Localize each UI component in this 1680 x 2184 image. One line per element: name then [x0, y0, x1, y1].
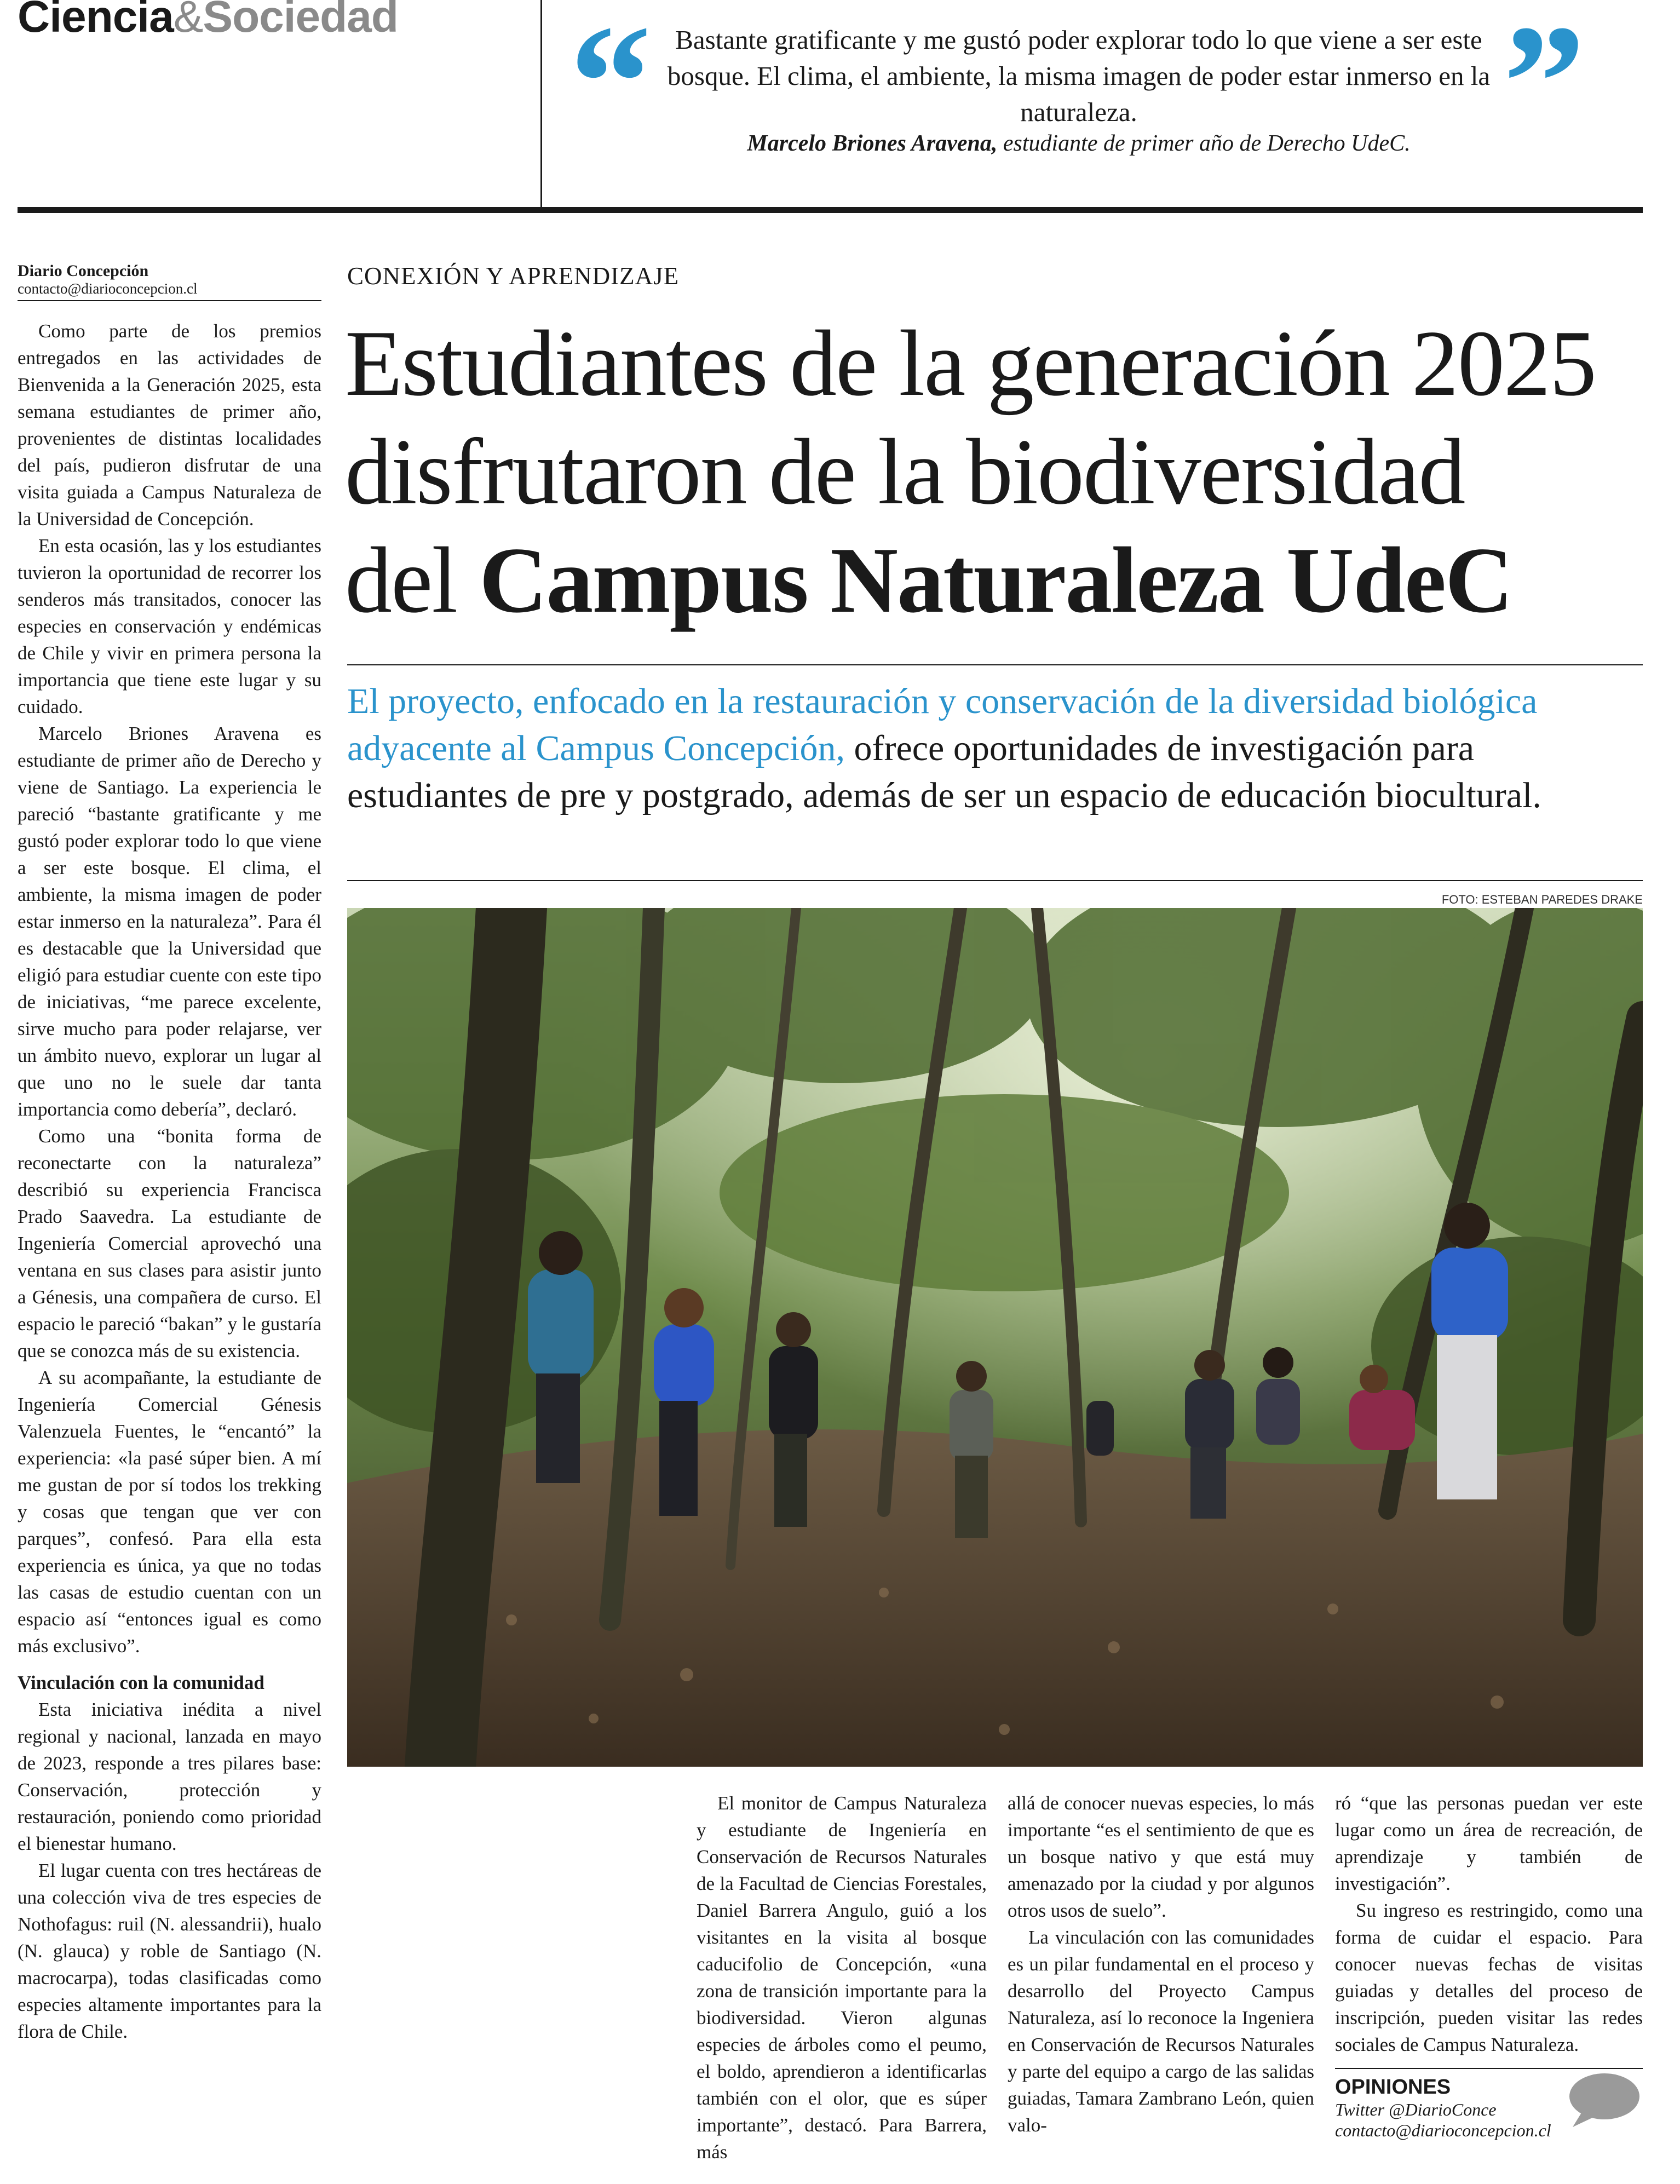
section-title-ampersand: &	[173, 0, 203, 42]
left-paragraph: Como parte de los premios entregados en las actividades de Bienvenida a la Generación 2025, esta semana estudiantes de primer año, provenientes de distintas localidades del país, pudieron disfrutar de una visita guiada a Campus Naturaleza de la Universidad de Concepción.	[18, 320, 321, 530]
left-paragraph: Marcelo Briones Aravena es estudiante de primer año de Derecho y viene de Santiago. La experiencia le pareció “bastante gratificante y me gustó poder explorar todo lo que viene a ser este bosque. El clima, el ambiente, la misma imagen de poder estar inmerso en la naturaleza”. Para él es destacable que la Universidad que eligió para estudiar cuente con este tipo de iniciativas, “me parece excelente, sirve mucho para poder relajarse, ver un ámbito nuevo, explorar un lugar al que uno no le suele dar tanta importancia como debería”, declaró.	[18, 723, 321, 1120]
headline-line-3-plain: del	[345, 528, 480, 633]
bottom-paragraph: allá de conocer nuevas especies, lo más importante “es el sentimiento de que es un bosque nativo y que está muy amenazado por la ciudad y por algunos otros usos de suelo”.	[1008, 1792, 1314, 1921]
forest-photo-image	[347, 908, 1643, 1767]
bottom-column-1	[697, 1790, 987, 2165]
speech-bubble-icon	[1565, 2070, 1642, 2130]
close-quote-icon: ”	[1503, 0, 1585, 173]
left-paragraph: En esta ocasión, las y los estudiantes tuvieron la oportunidad de recorrer los senderos más transitados, conocer las especies en conservación y endémicas de Chile y vivir en primera persona la importancia que tiene este lugar y su cuidado.	[18, 535, 321, 717]
section-title-sociedad: Sociedad	[203, 0, 398, 42]
opiniones-title: OPINIONES	[1335, 2076, 1451, 2099]
headline	[345, 309, 1648, 635]
byline-email[interactable]: contacto@diarioconcepcion.cl	[18, 280, 198, 297]
masthead-divider	[540, 0, 542, 207]
pull-quote-attribution	[663, 130, 1495, 157]
deck-highlight: El proyecto, enfocado en la restauración y conservación de la diversidad biológica adyacente al Campus Concepción,	[347, 681, 1538, 768]
bottom-paragraph: Su ingreso es restringido, como una forma de cuidar el espacio. Para conocer nuevas fechas de visitas guiadas y detalles del proceso de inscripción, pueden visitar las redes sociales de Campus Naturaleza.	[1335, 1900, 1643, 2055]
pull-quote-author: Marcelo Briones Aravena,	[747, 131, 998, 156]
opiniones-twitter[interactable]: Twitter @DiarioConce	[1335, 2100, 1497, 2119]
open-quote-icon: “	[569, 0, 652, 173]
byline-name: Diario Concepción	[18, 262, 149, 280]
headline-line-2: disfrutaron de la biodiversidad	[345, 420, 1465, 524]
headline-line-3	[345, 526, 1648, 635]
section-title-ciencia: Ciencia	[18, 0, 174, 42]
masthead-rule	[18, 207, 1643, 213]
forest-photo	[347, 908, 1643, 1767]
kicker: CONEXIÓN Y APRENDIZAJE	[347, 262, 680, 290]
left-paragraph: A su acompañante, la estudiante de Ingeniería Comercial Génesis Valenzuela Fuentes, le “encantó” la experiencia: «la pasé súper bien. A mí me gustan de por sí todos los trekking y cosas que tengan que ver con parques”, confesó. Para ella esta experiencia es única, ya que no todas las casas de estudio cuentan con un espacio así “entonces igual es como más exclusivo”.	[18, 1367, 321, 1657]
headline-line-3-bold: Campus Naturaleza UdeC	[479, 528, 1512, 633]
pull-quote-text: Bastante gratificante y me gustó poder explorar todo lo que viene a ser este bosque. El clima, el ambiente, la misma imagen de poder estar inmerso en la naturaleza.	[667, 25, 1491, 127]
pull-quote-role: estudiante de primer año de Derecho UdeC.	[997, 131, 1411, 156]
bottom-paragraph: ró “que las personas puedan ver este lugar como un área de recreación, de aprendizaje y también de investigación”.	[1335, 1792, 1643, 1894]
bottom-paragraph: El monitor de Campus Naturaleza y estudiante de Ingeniería en Conservación de Recursos Naturales de la Facultad de Ciencias Forestales, Daniel Barrera Angulo, guió a los visitantes en la visita al bosque caducifolio de Concepción, «una zona de transición importante para la biodiversidad. Vieron algunas especies de árboles como el peumo, el boldo, aprendieron a identificarlas también con el olor, que es súper importante”, destacó. Para Barrera, más	[697, 1792, 987, 2163]
deck-bottom-rule	[347, 880, 1643, 881]
byline-rule	[18, 300, 321, 301]
photo-credit: FOTO: ESTEBAN PAREDES DRAKE	[1441, 893, 1643, 906]
opiniones-rule	[1335, 2068, 1643, 2069]
deck-top-rule	[347, 664, 1643, 665]
left-paragraph: Esta iniciativa inédita a nivel regional y nacional, lanzada en mayo de 2023, responde a tres pilares base: Conservación, protección y restauración, poniendo como prioridad el bienestar humano.	[18, 1699, 321, 1854]
left-column	[18, 318, 321, 2045]
bottom-paragraph: La vinculación con las comunidades es un pilar fundamental en el proceso y desarrollo del Proyecto Campus Naturaleza, así lo reconoce la Ingeniera en Conservación de Recursos Naturales y parte del equipo a cargo de las salidas guiadas, Tamara Zambrano León, quien valo-	[1008, 1927, 1314, 2136]
section-title	[18, 0, 398, 42]
left-paragraph: Como una “bonita forma de reconectarte con la naturaleza” describió su experiencia Francisca Prado Saavedra. La estudiante de Ingeniería Comercial aprovechó una ventana en sus clases para asistir junto a Génesis, una compañera de curso. El espacio le pareció “bakan” y le gustaría que se conozca más de su existencia.	[18, 1125, 321, 1361]
opiniones-email[interactable]: contacto@diarioconcepcion.cl	[1335, 2120, 1551, 2140]
deck-rest: ofrece oportunidades de investigación para estudiantes de pre y postgrado, además de ser un espacio de educación biocultural.	[347, 728, 1541, 815]
left-paragraph: El lugar cuenta con tres hectáreas de una colección viva de tres especies de Nothofagus: ruil (N. alessandrii), hualo (N. glauca) y roble de Santiago (N. macrocarpa), todas clasificadas como especies altamente importantes para la flora de Chile.	[18, 1860, 321, 2042]
bottom-column-3	[1335, 1790, 1643, 2058]
subhead-vinculacion: Vinculación con la comunidad	[18, 1672, 264, 1693]
headline-line-1: Estudiantes de la generación 2025	[345, 312, 1596, 416]
deck	[347, 678, 1643, 819]
bottom-column-2	[1008, 1790, 1314, 2139]
